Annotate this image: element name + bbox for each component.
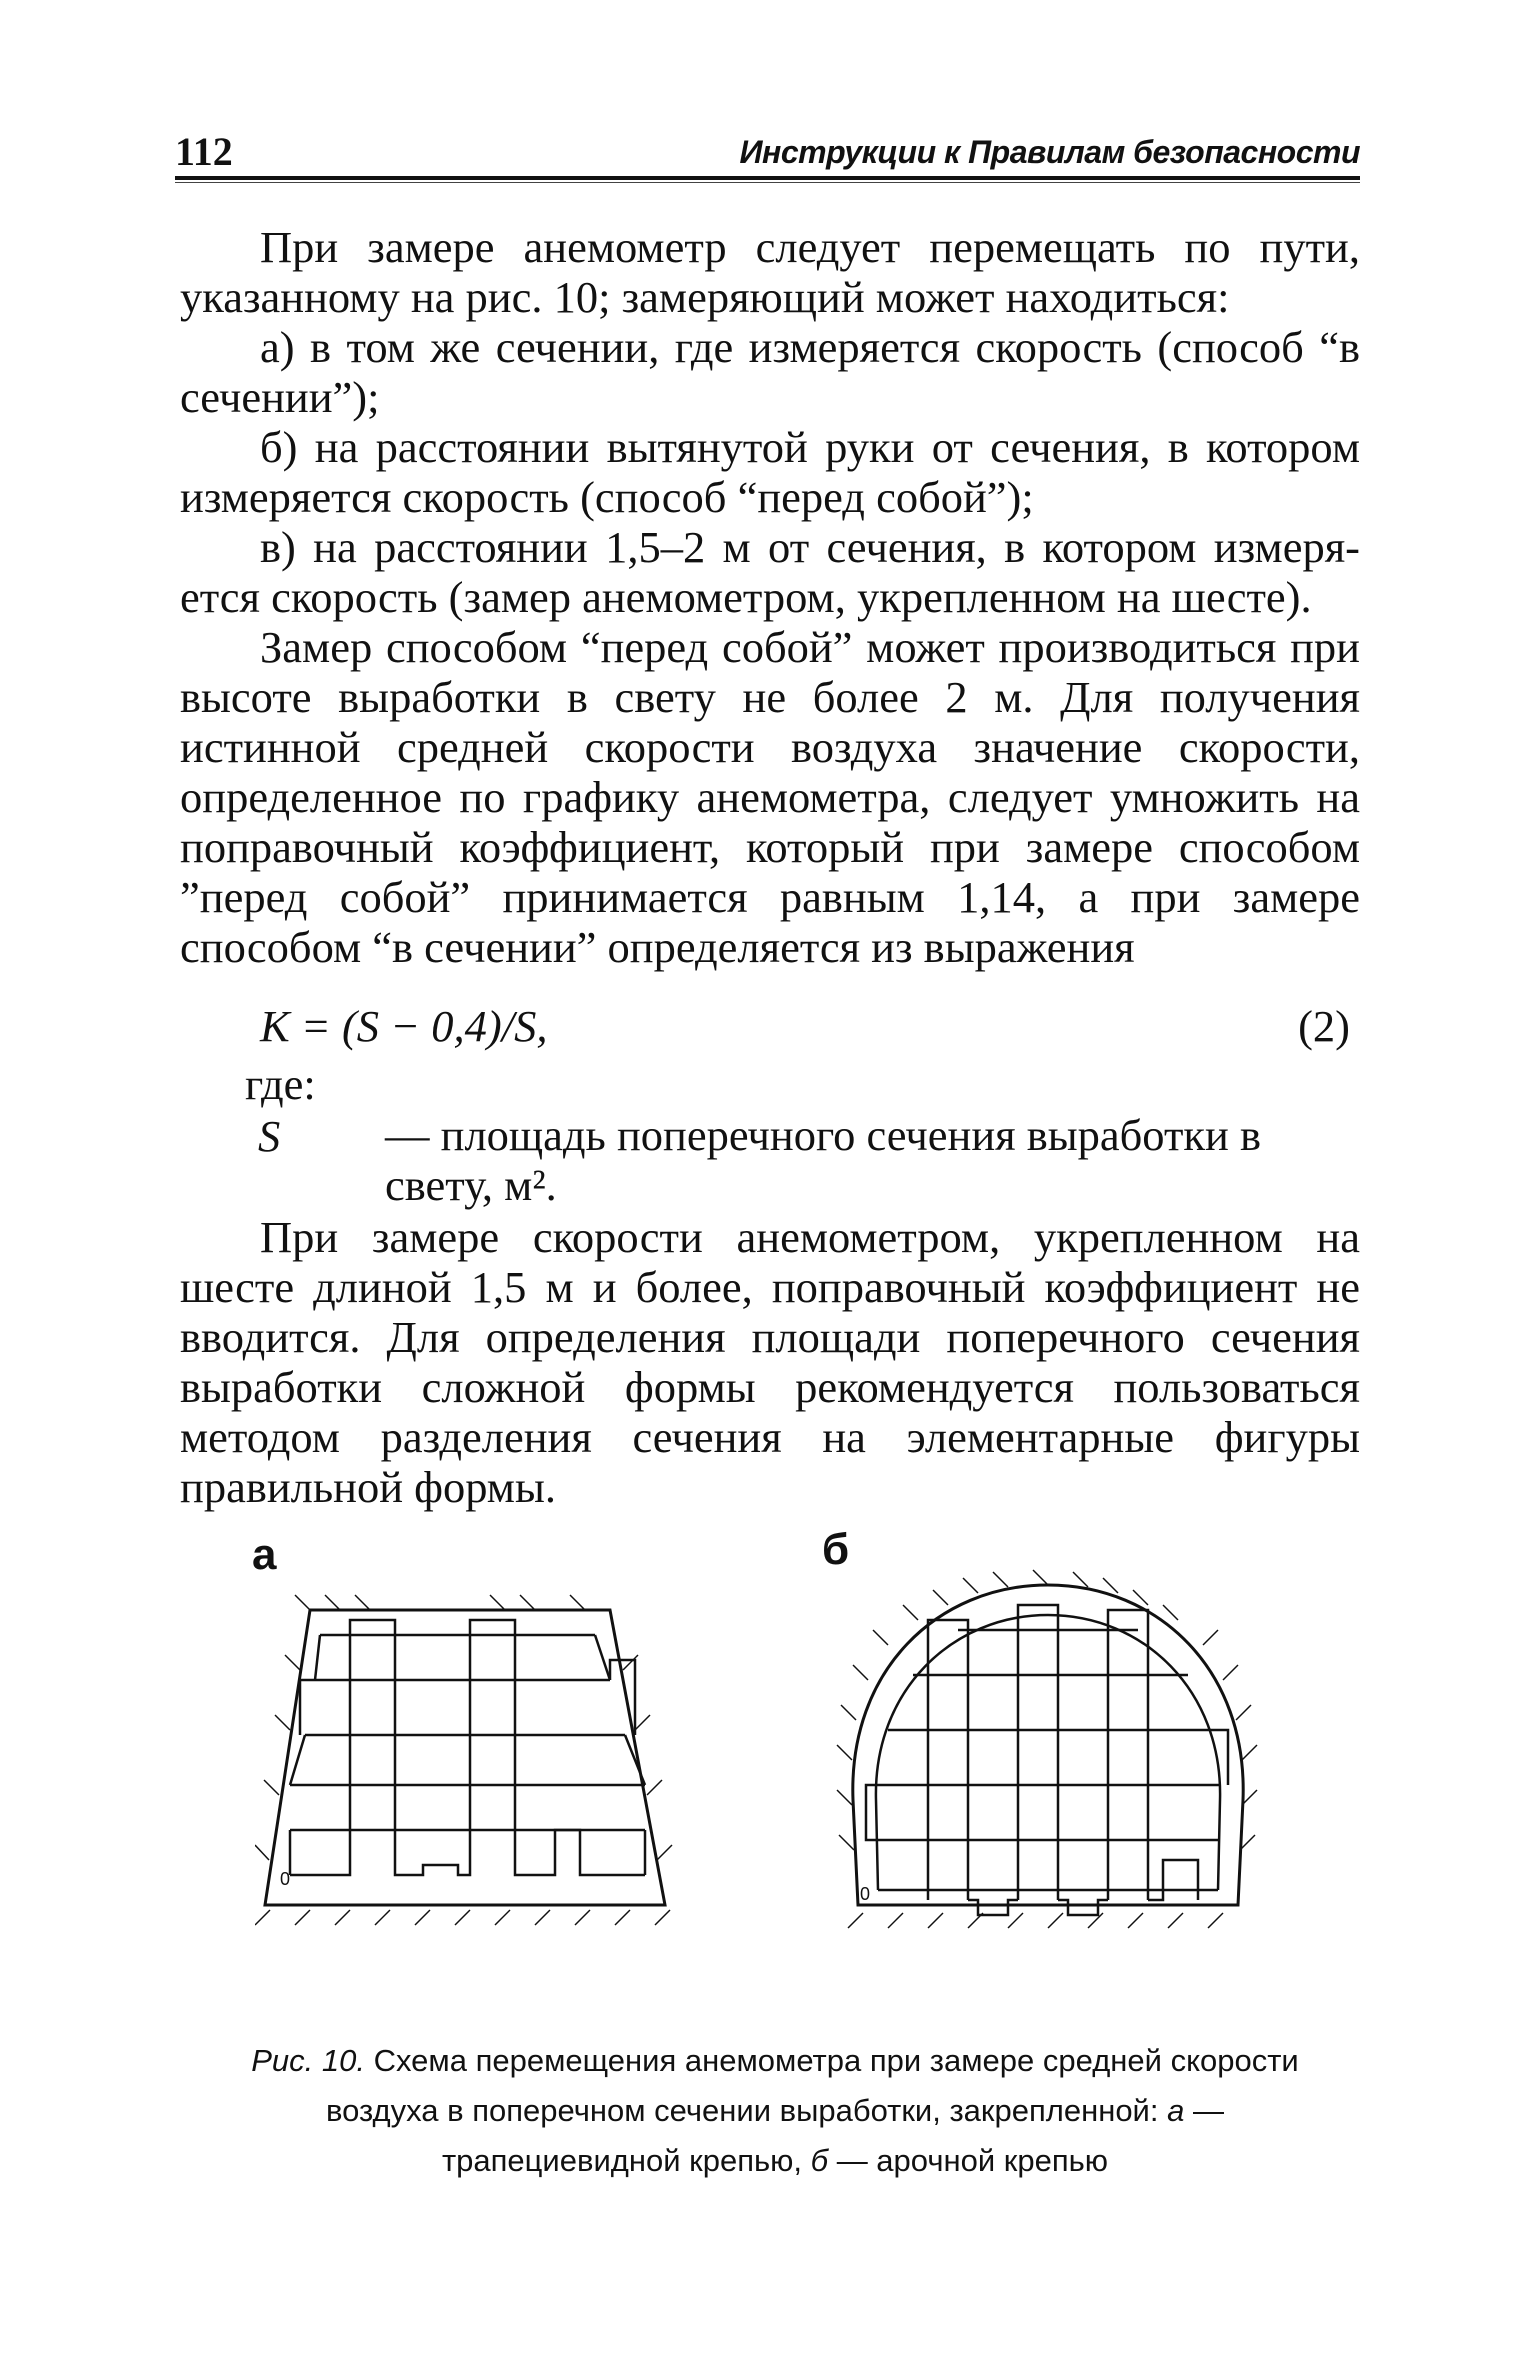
trapezoid-support-outline	[265, 1610, 665, 1905]
caption-text: Схема перемещения анемометра при замере средней скорости воздуха в поперечном сечении выработки, закрепленной:	[325, 2043, 1299, 2128]
figure-a-trapezoid-diagram	[255, 1580, 700, 1930]
caption-b-text: — арочной крепью	[836, 2143, 1109, 2178]
paragraph-1: При замере анемометр следует перемещать по пути, указанному на рис. 10; замеряющий может находиться:	[180, 222, 1360, 322]
header-rule	[175, 176, 1360, 180]
where-label: где:	[245, 1059, 316, 1109]
caption-a-letter: а	[1167, 2093, 1185, 2128]
caption-b-letter: б	[810, 2143, 829, 2178]
paragraph-3: При замере скорости анемометром, укрепленном на шесте длиной 1,5 м и более, поправочный коэффициент не вводится. Для определения площади поперечного сечения выработки сложной формы рекомендуется пользоваться методом разделения сечения на элементарные фигуры правильной формы.	[180, 1212, 1360, 1512]
header-rule-thin	[175, 182, 1360, 183]
body-text-upper	[180, 222, 1360, 972]
formula-row	[180, 1000, 1360, 1052]
figure-caption	[240, 2036, 1310, 2186]
anemometer-path-a	[290, 1620, 645, 1875]
start-point-a: 0	[280, 1869, 291, 1889]
definition-text: — площадь поперечного сечения выработки в свету, м².	[385, 1110, 1261, 1210]
figure-label-b: б	[822, 1525, 850, 1574]
page-header	[175, 128, 1360, 178]
figure-label-a: а	[252, 1530, 277, 1579]
paragraph-2: Замер способом “перед собой” может производиться при высоте выработки в свету не более 2 м. Для получения истинной средней скорости воздуха значение скорости, определенное по графику анемометра, следует умножить на поправочный коэффициент, который при замере способом ”перед собой” принимается равным 1,14, а при замере способом “в сечении” определяется из выражения	[180, 622, 1360, 972]
caption-a-text: — трапециевидной крепью,	[441, 2093, 1224, 2178]
list-item-a: а) в том же сечении, где измеряется скорость (способ “в сечении”);	[180, 322, 1360, 422]
page-number: 112	[175, 129, 233, 174]
figure-b-arch-diagram	[818, 1560, 1278, 1935]
caption-prefix: Рис. 10.	[251, 2043, 365, 2078]
arch-support-outline	[853, 1585, 1243, 1905]
body-text-lower	[180, 1212, 1360, 1512]
formula-number: (2)	[1298, 1001, 1350, 1051]
list-item-c: в) на расстоянии 1,5–2 м от сечения, в котором измеряется скорость (замер анемометром, укрепленном на шесте).	[180, 522, 1360, 622]
list-item-b: б) на расстоянии вытянутой руки от сечения, в котором измеряется скорость (способ “перед собой”);	[180, 422, 1360, 522]
definition-symbol: S	[258, 1111, 281, 1161]
start-point-b: 0	[860, 1884, 871, 1904]
formula: K = (S − 0,4)/S,	[260, 1001, 548, 1051]
running-title: Инструкции к Правилам безопасности	[739, 134, 1360, 170]
